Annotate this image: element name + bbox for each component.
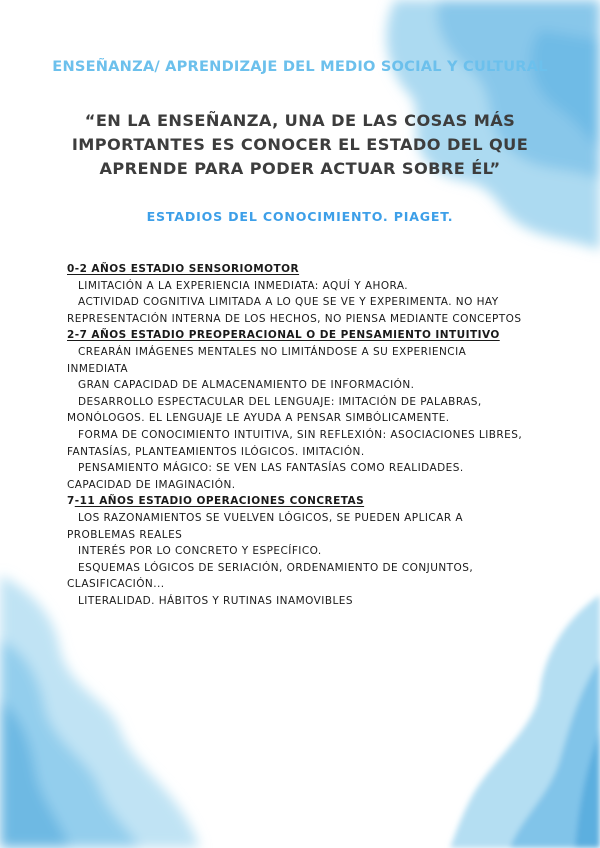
stages-content [67, 261, 527, 609]
stage-title-row [67, 261, 527, 278]
stage-title: -11 AÑOS ESTADIO OPERACIONES CONCRETAS [74, 495, 365, 508]
stage-title: 0-2 AÑOS ESTADIO SENSORIOMOTOR [67, 263, 300, 275]
stage-item: LIMITACIÓN A LA EXPERIENCIA INMEDIATA: AQUÍ Y AHORA. [78, 279, 409, 292]
stage-item: DESARROLLO ESPECTACULAR DEL LENGUAJE: IMITACIÓN DE PALABRAS, MONÓLOGOS. EL LENGUAJE LE AYUDA A PENSAR SIMBÓLICAMENTE. [67, 395, 482, 425]
section-subheading: ESTADIOS DEL CONOCIMIENTO. PIAGET. [146, 209, 454, 224]
stage-item: PENSAMIENTO MÁGICO: SE VEN LAS FANTASÍAS COMO REALIDADES. CAPACIDAD DE IMAGINACIÓN. [67, 462, 464, 491]
stage-item: ACTIVIDAD COGNITIVA LIMITADA A LO QUE SE VE Y EXPERIMENTA. NO HAY REPRESENTACIÓN INTERNA DE LOS HECHOS, NO PIENSA MEDIANTE CONCEPTOS [67, 296, 522, 325]
stage-item: CREARÁN IMÁGENES MENTALES NO LIMITÁNDOSE A SU EXPERIENCIA INMEDIATA [67, 345, 467, 375]
document-heading: ENSEÑANZA/ APRENDIZAJE DEL MEDIO SOCIAL Y CULTURAL [52, 58, 548, 75]
stage-title-row [67, 493, 527, 510]
stage-item: GRAN CAPACIDAD DE ALMACENAMIENTO DE INFORMACIÓN. [78, 379, 415, 392]
stage-title: 2-7 AÑOS ESTADIO PREOPERACIONAL O DE PENSAMIENTO INTUITIVO [67, 329, 500, 342]
stage-item: LITERALIDAD. HÁBITOS Y RUTINAS INAMOVIBLES [78, 594, 353, 607]
stage-item: INTERÉS POR LO CONCRETO Y ESPECÍFICO. [78, 545, 322, 558]
stage-title-lead: 7 [67, 495, 75, 508]
stage-item: FORMA DE CONOCIMIENTO INTUITIVA, SIN REFLEXIÓN: ASOCIACIONES LIBRES, FANTASÍAS, PLANTEAMIENTOS ILÓGICOS. IMITACIÓN. [67, 428, 523, 458]
stage-item: LOS RAZONAMIENTOS SE VUELVEN LÓGICOS, SE PUEDEN APLICAR A PROBLEMAS REALES [67, 511, 464, 541]
stage-title-row [67, 327, 527, 344]
quote: “EN LA ENSEÑANZA, UNA DE LAS COSAS MÁS IMPORTANTES ES CONOCER EL ESTADO DEL QUE APRENDE PARA PODER ACTUAR SOBRE ÉL” [71, 111, 529, 178]
stage-item: ESQUEMAS LÓGICOS DE SERIACIÓN, ORDENAMIENTO DE CONJUNTOS, CLASIFICACIÓN... [67, 561, 474, 591]
